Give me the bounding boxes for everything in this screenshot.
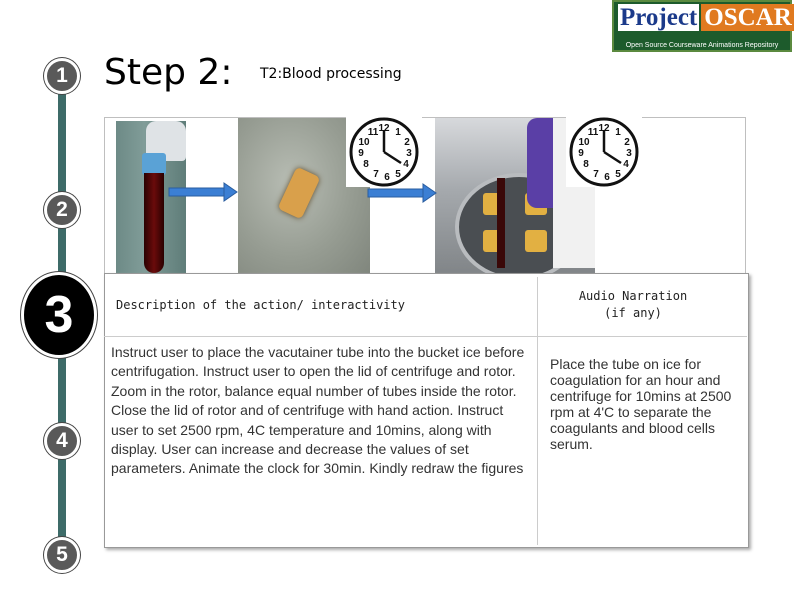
step-3-badge-active[interactable]: 3 xyxy=(21,272,97,358)
step-4-badge[interactable]: 4 xyxy=(44,423,80,459)
audio-narration-text: Place the tube on ice for coagulation for an hour and centrifuge for 10mins at 2500 rpm at 4'C to separate the coagulants and blood cells serum. xyxy=(550,356,732,452)
audio-narration-column-header xyxy=(560,288,706,322)
clock-numeral: 5 xyxy=(615,169,621,180)
clock-icon xyxy=(346,115,422,187)
clock-numeral: 1 xyxy=(395,127,401,138)
clock-numeral: 9 xyxy=(358,148,364,159)
clock-numeral: 12 xyxy=(598,123,610,134)
table-header-divider xyxy=(104,336,747,337)
description-column-header: Description of the action/ interactivity xyxy=(116,298,405,312)
clock-numeral: 12 xyxy=(378,123,390,134)
clock-numeral: 7 xyxy=(373,169,379,180)
clock-numeral: 11 xyxy=(367,127,379,138)
arrow-right-icon xyxy=(168,182,238,202)
clock-numeral: 3 xyxy=(626,148,632,159)
clock-numeral: 10 xyxy=(578,137,590,148)
tube-on-ice xyxy=(277,167,320,220)
clock-numeral: 7 xyxy=(593,169,599,180)
page-subtitle: T2:Blood processing xyxy=(260,66,402,82)
page-title: Step 2: xyxy=(104,52,233,93)
rotor-bucket xyxy=(525,230,547,252)
clock-numeral: 8 xyxy=(583,159,589,170)
clock-numeral: 9 xyxy=(578,148,584,159)
clock-numeral: 5 xyxy=(395,169,401,180)
clock-numeral: 2 xyxy=(404,137,410,148)
step-2-badge[interactable]: 2 xyxy=(44,192,80,228)
clock-numeral: 2 xyxy=(624,137,630,148)
project-oscar-logo xyxy=(612,0,792,52)
audio-narration-header-line1: Audio Narration xyxy=(578,289,688,303)
clock-icon xyxy=(566,115,642,187)
logo-word-project: Project xyxy=(620,4,698,31)
description-text: Instruct user to place the vacutainer tube into the bucket ice before centrifugation. Instruct user to open the lid of centrifuge and rotor. Zoom in the rotor, balance equal number of tubes inside the rotor. Close the lid of rotor and of centrifuge with hand action. Instruct user to set 2500 rpm, 4C temperature and 10mins, along with display. User can increase and decrease the values of set parameters. Animate the clock for 30min. Kindly redraw the figures xyxy=(111,344,525,477)
table-column-divider xyxy=(537,277,538,545)
clock-numeral: 6 xyxy=(604,172,610,183)
logo-word-oscar: OSCAR xyxy=(701,4,794,31)
clock-numeral: 4 xyxy=(403,159,409,170)
step-5-badge[interactable]: 5 xyxy=(44,537,80,573)
clock-numeral: 3 xyxy=(406,148,412,159)
clock-numeral: 11 xyxy=(587,127,599,138)
blood-tube xyxy=(497,178,505,268)
clock-numeral: 8 xyxy=(363,159,369,170)
clock-numeral: 1 xyxy=(615,127,621,138)
tube-cap xyxy=(142,153,166,175)
audio-narration-header-line2: (if any) xyxy=(604,306,662,320)
clock-numeral: 10 xyxy=(358,137,370,148)
clock-numeral: 4 xyxy=(623,159,629,170)
clock-numeral: 6 xyxy=(384,172,390,183)
logo-tagline: Open Source Courseware Animations Repository xyxy=(625,42,779,49)
blood-tube xyxy=(144,173,164,273)
step-1-badge[interactable]: 1 xyxy=(44,58,80,94)
